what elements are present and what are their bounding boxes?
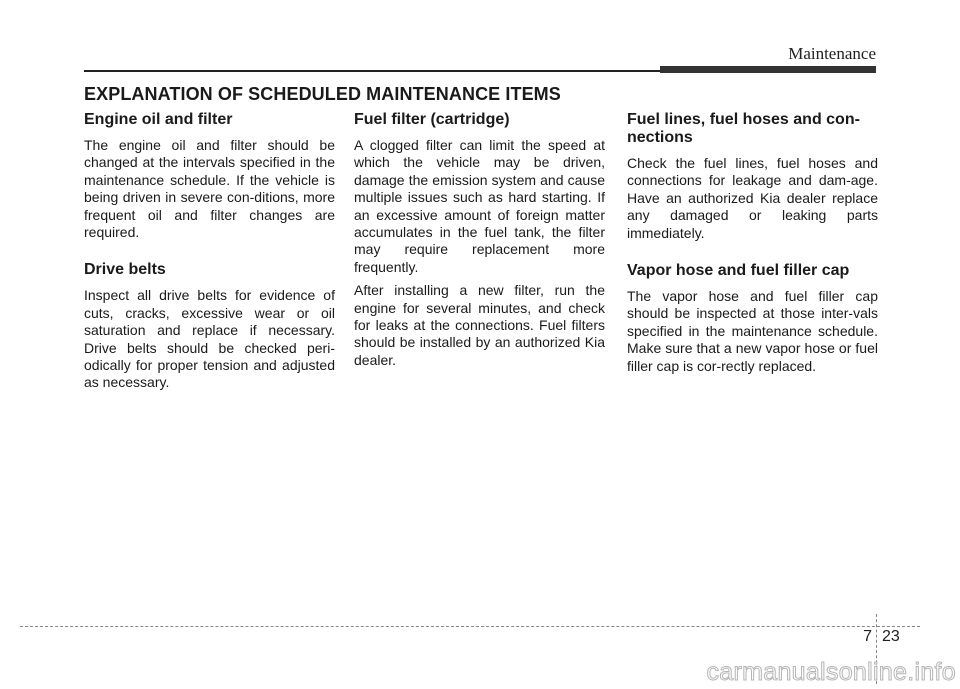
section-heading-vapor-hose: Vapor hose and fuel filler cap bbox=[627, 262, 850, 280]
header-rule bbox=[84, 70, 660, 72]
section-text-fuel-lines: Check the fuel lines, fuel hoses and connections for leakage and dam-age. Have an authorized Kia dealer replace any damaged or leaking parts immediately. bbox=[627, 155, 878, 241]
column-2 bbox=[354, 111, 605, 375]
section-heading-drive-belts: Drive belts bbox=[84, 261, 166, 279]
section-text-engine-oil: The engine oil and filter should be changed at the intervals specified in the maintenance schedule. If the vehicle is being driven in severe con-ditions, more frequent oil and filter changes are required. bbox=[84, 137, 335, 241]
page-number: 23 bbox=[882, 628, 900, 645]
page-title: EXPLANATION OF SCHEDULED MAINTENANCE ITEMS bbox=[84, 84, 561, 104]
column-1 bbox=[84, 111, 335, 398]
watermark: carmanualsonline.info bbox=[706, 658, 956, 686]
section-text-fuel-filter-2: After installing a new filter, run the engine for several minutes, and check for leaks at the connections. Fuel filters should be installed by an authorized Kia dealer. bbox=[354, 282, 605, 368]
footer-rule bbox=[20, 626, 920, 627]
section-text-vapor-hose: The vapor hose and fuel filler cap should be inspected at those inter-vals specified in the maintenance schedule. Make sure that a new vapor hose or fuel filler cap is cor-rectly replaced. bbox=[627, 288, 878, 374]
section-text-drive-belts: Inspect all drive belts for evidence of cuts, cracks, excessive wear or oil saturation and replace if necessary. Drive belts should be checked peri-odically for proper tension and adjusted as necessary. bbox=[84, 287, 335, 391]
section-heading-engine-oil: Engine oil and filter bbox=[84, 111, 233, 128]
section-label: Maintenance bbox=[788, 44, 876, 63]
section-heading-fuel-lines: Fuel lines, fuel hoses and con-nections bbox=[627, 111, 860, 146]
chapter-number: 7 bbox=[863, 628, 872, 645]
column-3 bbox=[627, 111, 878, 381]
section-text-fuel-filter-1: A clogged filter can limit the speed at which the vehicle may be driven, damage the emission system and cause multiple issues such as hard starting. If an excessive amount of foreign matter accumulates in the fuel tank, the filter may require replacement more frequently. bbox=[354, 137, 605, 275]
header-bar bbox=[660, 66, 876, 73]
section-heading-fuel-filter: Fuel filter (cartridge) bbox=[354, 111, 510, 128]
